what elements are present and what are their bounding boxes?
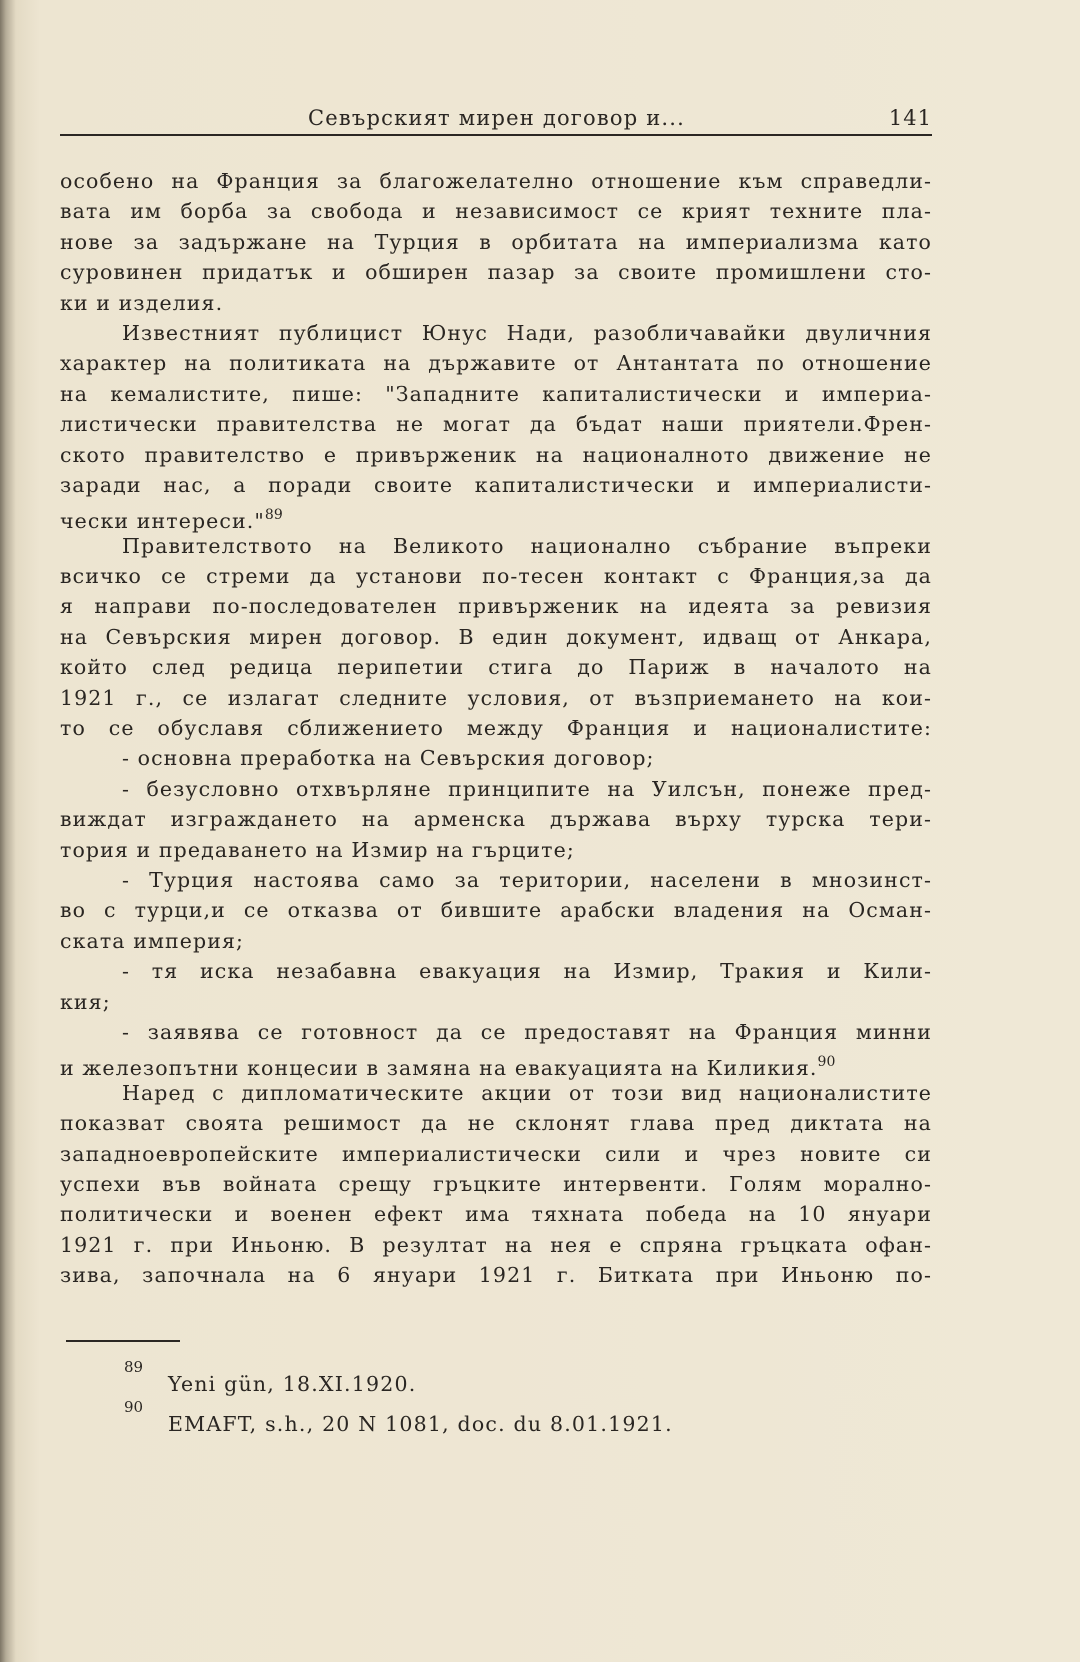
text-line-content: чески интереси." xyxy=(60,509,265,534)
text-line xyxy=(60,622,940,652)
running-header xyxy=(60,104,932,136)
page-number: 141 xyxy=(888,106,932,130)
text-line-content: 1921 г. при Иньоню. В резултат на нея е спряна гръцката офан- xyxy=(60,1232,932,1257)
text-line xyxy=(60,1078,940,1108)
text-line xyxy=(60,1017,940,1047)
text-line-content: нове за задържане на Турция в орбитата на империализма като xyxy=(60,229,932,254)
text-line-content: - Турция настоява само за територии, населени в мнозинст- xyxy=(122,867,932,892)
text-line-content: Наред с дипломатическите акции от този вид националистите xyxy=(122,1080,932,1105)
footnote-reference: 90 xyxy=(817,1054,836,1071)
text-line xyxy=(60,166,940,196)
text-line xyxy=(60,1047,940,1081)
text-line xyxy=(60,227,940,257)
text-line-content: успехи във войната срещу гръцките интервенти. Голям морално- xyxy=(60,1171,932,1196)
footnote-text: Yeni gün, 18.XI.1920. xyxy=(168,1372,417,1396)
text-line xyxy=(60,288,940,318)
text-line-content: на Севърския мирен договор. В един документ, идващ от Анкара, xyxy=(60,624,932,649)
body-text xyxy=(60,166,940,1290)
text-line xyxy=(60,409,940,439)
text-line xyxy=(60,926,940,956)
footnote-reference: 89 xyxy=(264,507,283,524)
text-line xyxy=(60,257,940,287)
text-line-content: политически и военен ефект има тяхната победа на 10 януари xyxy=(60,1202,932,1227)
text-line-content: вата им борба за свобода и независимост се крият техните пла- xyxy=(60,199,932,224)
text-line-content: ската империя; xyxy=(60,928,245,953)
text-line-content: тория и предаването на Измир на гърците; xyxy=(60,837,575,862)
text-line xyxy=(60,895,940,925)
text-line xyxy=(60,804,940,834)
text-line xyxy=(60,348,940,378)
text-line-content: показват своята решимост да не склонят глава пред диктата на xyxy=(60,1111,932,1136)
text-line xyxy=(60,652,940,682)
text-line-content: то се обуславя сближението между Франция и националистите: xyxy=(60,716,932,741)
text-line xyxy=(60,500,940,534)
text-line-content: листически правителства не могат да бъдат наши приятели.Френ- xyxy=(60,412,932,437)
text-line-content: ското правителство е привърженик на националното движение не xyxy=(60,442,932,467)
text-line-content: - заявява се готовност да се предоставят на Франция минни xyxy=(122,1019,932,1044)
text-line xyxy=(60,561,940,591)
footnote-number: 89 xyxy=(124,1358,144,1376)
text-line-content: който след редица перипетии стига до Париж в началото на xyxy=(60,655,932,680)
text-line xyxy=(60,743,940,773)
text-line xyxy=(60,1230,940,1260)
footnote-number: 90 xyxy=(124,1398,144,1416)
text-line-content: кия; xyxy=(60,989,111,1014)
text-line-content: - тя иска незабавна евакуация на Измир, Тракия и Кили- xyxy=(122,959,932,984)
text-line-content: Известният публицист Юнус Нади, разобличавайки двуличния xyxy=(122,320,932,345)
text-line xyxy=(60,440,940,470)
text-line xyxy=(60,1260,940,1290)
text-line xyxy=(60,713,940,743)
text-line-content: особено на Франция за благожелателно отношение към справедли- xyxy=(60,169,932,193)
text-line-content: Правителството на Великото национално събрание въпреки xyxy=(122,533,932,558)
text-line-content: западноевропейските империалистически сили и чрез новите си xyxy=(60,1141,932,1166)
text-line xyxy=(60,1139,940,1169)
text-line-content: - безусловно отхвърляне принципите на Уилсън, понеже пред- xyxy=(122,776,932,801)
text-line-content: на кемалистите, пише: "Западните капиталистически и империа- xyxy=(60,381,932,406)
text-line xyxy=(60,379,940,409)
footnote-divider xyxy=(66,1340,180,1342)
text-line xyxy=(60,683,940,713)
text-line xyxy=(60,987,940,1017)
text-line-content: - основна преработка на Севърския договор; xyxy=(122,746,655,771)
text-line xyxy=(60,591,940,621)
text-line xyxy=(60,196,940,226)
text-line xyxy=(60,318,940,348)
text-line-content: всичко се стреми да установи по-тесен контакт с Франция,за да xyxy=(60,564,932,589)
text-line xyxy=(60,865,940,895)
text-line xyxy=(60,956,940,986)
text-line-content: я направи по-последователен привърженик на идеята за ревизия xyxy=(60,594,932,619)
text-line-content: и железопътни концесии в замяна на евакуацията на Киликия. xyxy=(60,1056,818,1081)
text-line-content: суровинен придатък и обширен пазар за своите промишлени сто- xyxy=(60,260,932,285)
text-line xyxy=(60,1199,940,1229)
text-line xyxy=(60,835,940,865)
text-line-content: во с турци,и се отказва от бившите арабски владения на Осман- xyxy=(60,898,932,923)
footnote-text: EMAFT, s.h., 20 N 1081, doc. du 8.01.1921. xyxy=(168,1412,673,1436)
text-line-content: заради нас, а поради своите капиталистически и империалисти- xyxy=(60,472,932,497)
text-line-content: зива, започнала на 6 януари 1921 г. Битката при Иньоню по- xyxy=(60,1263,932,1288)
text-line xyxy=(60,470,940,500)
running-title: Севърският мирен договор и... xyxy=(308,106,686,130)
text-line-content: ки и изделия. xyxy=(60,290,224,315)
text-line-content: 1921 г., се излагат следните условия, от възприемането на кои- xyxy=(60,685,932,710)
text-line xyxy=(60,531,940,561)
text-line-content: виждат изграждането на арменска държава върху турска тери- xyxy=(60,807,932,832)
text-line-content: характер на политиката на държавите от Антантата по отношение xyxy=(60,351,932,376)
text-line xyxy=(60,1169,940,1199)
text-line xyxy=(60,774,940,804)
text-line xyxy=(60,1108,940,1138)
